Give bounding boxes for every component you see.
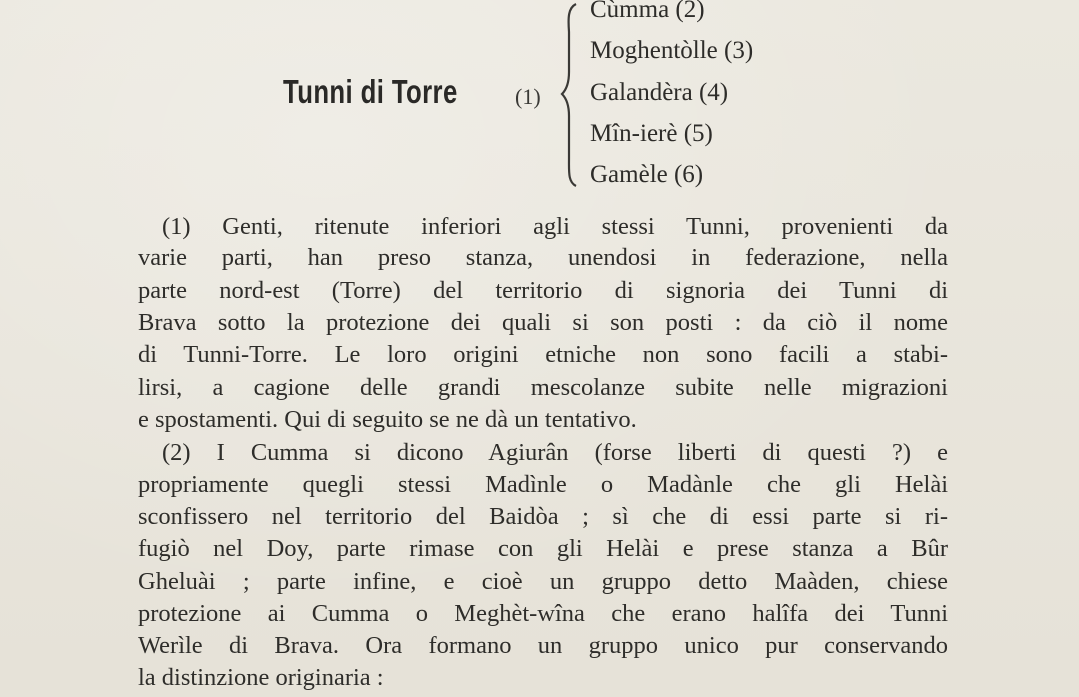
footnote-2-line: (2) I Cumma si dicono Agiurân (forse liberti di questi ?) e	[162, 439, 948, 466]
footnote-1-line: varie parti, han preso stanza, unendosi in federazione, nella	[138, 244, 948, 271]
curly-brace	[560, 2, 586, 188]
footnote-2-line: protezione ai Cumma o Meghèt-wîna che erano halîfa dei Tunni	[138, 600, 948, 627]
footnote-2-line: fugiò nel Doy, parte rimase con gli Helài e prese stanza a Bûr	[138, 535, 948, 562]
footnote-1-line: Brava sotto la protezione dei quali si son posti : da ciò il nome	[138, 309, 948, 336]
group-item-gamele: Gamèle (6)	[590, 161, 704, 188]
footnote-1-line: e spostamenti. Qui di seguito se ne dà un tentativo.	[138, 406, 637, 433]
footnote-1-line: (1) Genti, ritenute inferiori agli stessi Tunni, provenienti da	[162, 213, 948, 240]
group-item-moghentolle: Moghentòlle (3)	[590, 37, 754, 64]
tribe-title: Tunni di Torre	[283, 73, 458, 110]
title-footnote-marker: (1)	[515, 84, 541, 109]
footnote-1-line: di Tunni-Torre. Le loro origini etniche non sono facili a stabi-	[138, 341, 948, 368]
group-item-min-iere: Mîn-ierè (5)	[590, 120, 713, 147]
footnote-2-line: Gheluài ; parte infine, e cioè un gruppo detto Maàden, chiese	[138, 568, 948, 595]
footnote-1-line: lirsi, a cagione delle grandi mescolanze subite nelle migrazioni	[138, 374, 948, 401]
group-item-cumma: Cùmma (2)	[590, 0, 705, 23]
footnote-2-line: sconfissero nel territorio del Baidòa ; sì che di essi parte si ri-	[138, 503, 948, 530]
footnote-2-line: Werìle di Brava. Ora formano un gruppo unico pur conservando	[138, 632, 948, 659]
footnote-1-line: parte nord-est (Torre) del territorio di signoria dei Tunni di	[138, 277, 948, 304]
footnote-2-line: la distinzione originaria :	[138, 664, 384, 691]
group-item-galandera: Galandèra (4)	[590, 79, 729, 106]
footnote-2-line: propriamente quegli stessi Madìnle o Madànle che gli Helài	[138, 471, 948, 498]
